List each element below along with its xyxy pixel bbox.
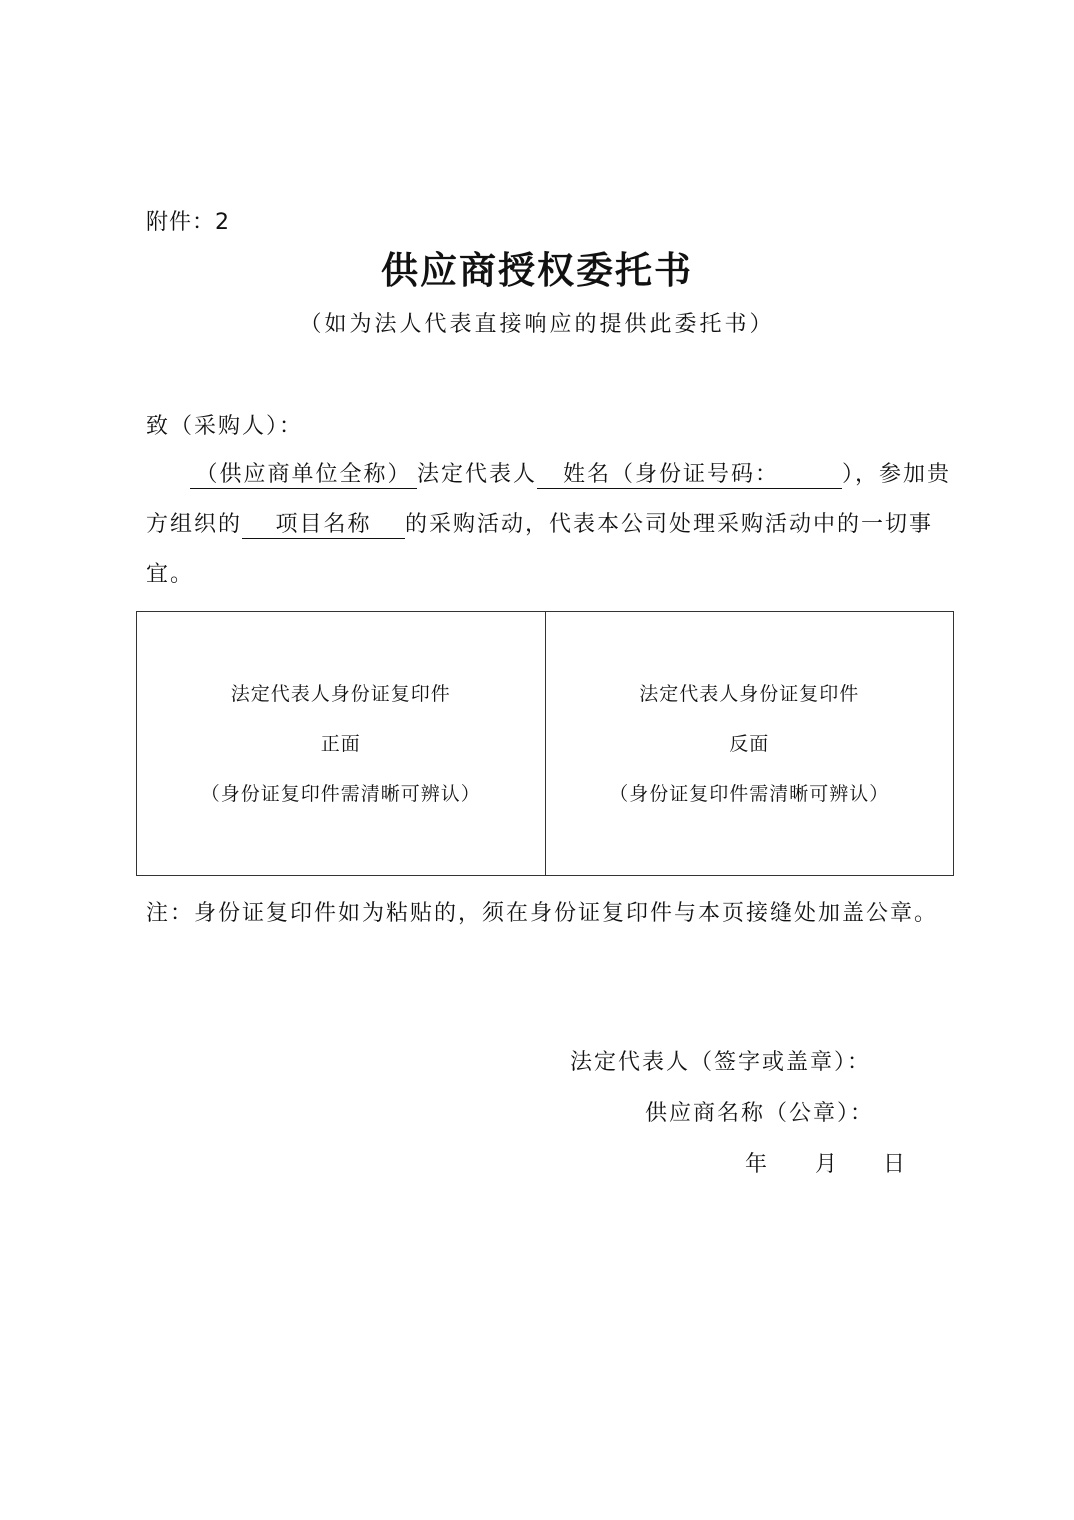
legal-rep-signature-label: 法定代表人（签字或盖章）：	[570, 1050, 872, 1075]
text-procurement: 的采购活动，代表本公司处理采购活动中的一切事	[405, 512, 934, 537]
id-front-title: 法定代表人身份证复印件	[230, 682, 451, 705]
text-legal-rep: 法定代表人	[417, 462, 538, 487]
id-back-cell	[545, 612, 954, 875]
date-year: 年	[745, 1152, 768, 1177]
id-front-note: （身份证复印件需清晰可辨认）	[200, 782, 481, 805]
id-back-side: 反面	[729, 732, 770, 755]
authorization-line-3: 宜。	[146, 562, 195, 587]
project-name-field[interactable]: 项目名称	[242, 512, 405, 539]
document-title: 供应商授权委托书	[381, 249, 693, 292]
id-front-cell	[137, 612, 545, 875]
id-back-title: 法定代表人身份证复印件	[639, 682, 860, 705]
id-front-side: 正面	[320, 732, 361, 755]
document-subtitle: （如为法人代表直接响应的提供此委托书）	[299, 312, 775, 337]
id-copy-table	[136, 611, 954, 876]
addressee-line: 致（采购人）：	[146, 414, 304, 439]
legal-rep-name-field[interactable]: 姓名（身份证号码：	[537, 462, 842, 489]
text-organized: 方组织的	[146, 512, 243, 537]
supplier-name-field[interactable]: （供应商单位全称）	[190, 462, 417, 489]
note-text: 注：身份证复印件如为粘贴的，须在身份证复印件与本页接缝处加盖公章。	[146, 901, 939, 926]
text-participate: ），参加贵	[842, 462, 952, 487]
date-month: 月	[815, 1152, 838, 1177]
date-day: 日	[883, 1152, 906, 1177]
attachment-label: 附件：2	[146, 210, 230, 235]
authorization-line-2	[146, 510, 946, 540]
id-back-note: （身份证复印件需清晰可辨认）	[609, 782, 890, 805]
authorization-line-1	[146, 460, 952, 490]
supplier-seal-label: 供应商名称（公章）：	[645, 1101, 875, 1126]
date-line	[745, 1147, 905, 1178]
